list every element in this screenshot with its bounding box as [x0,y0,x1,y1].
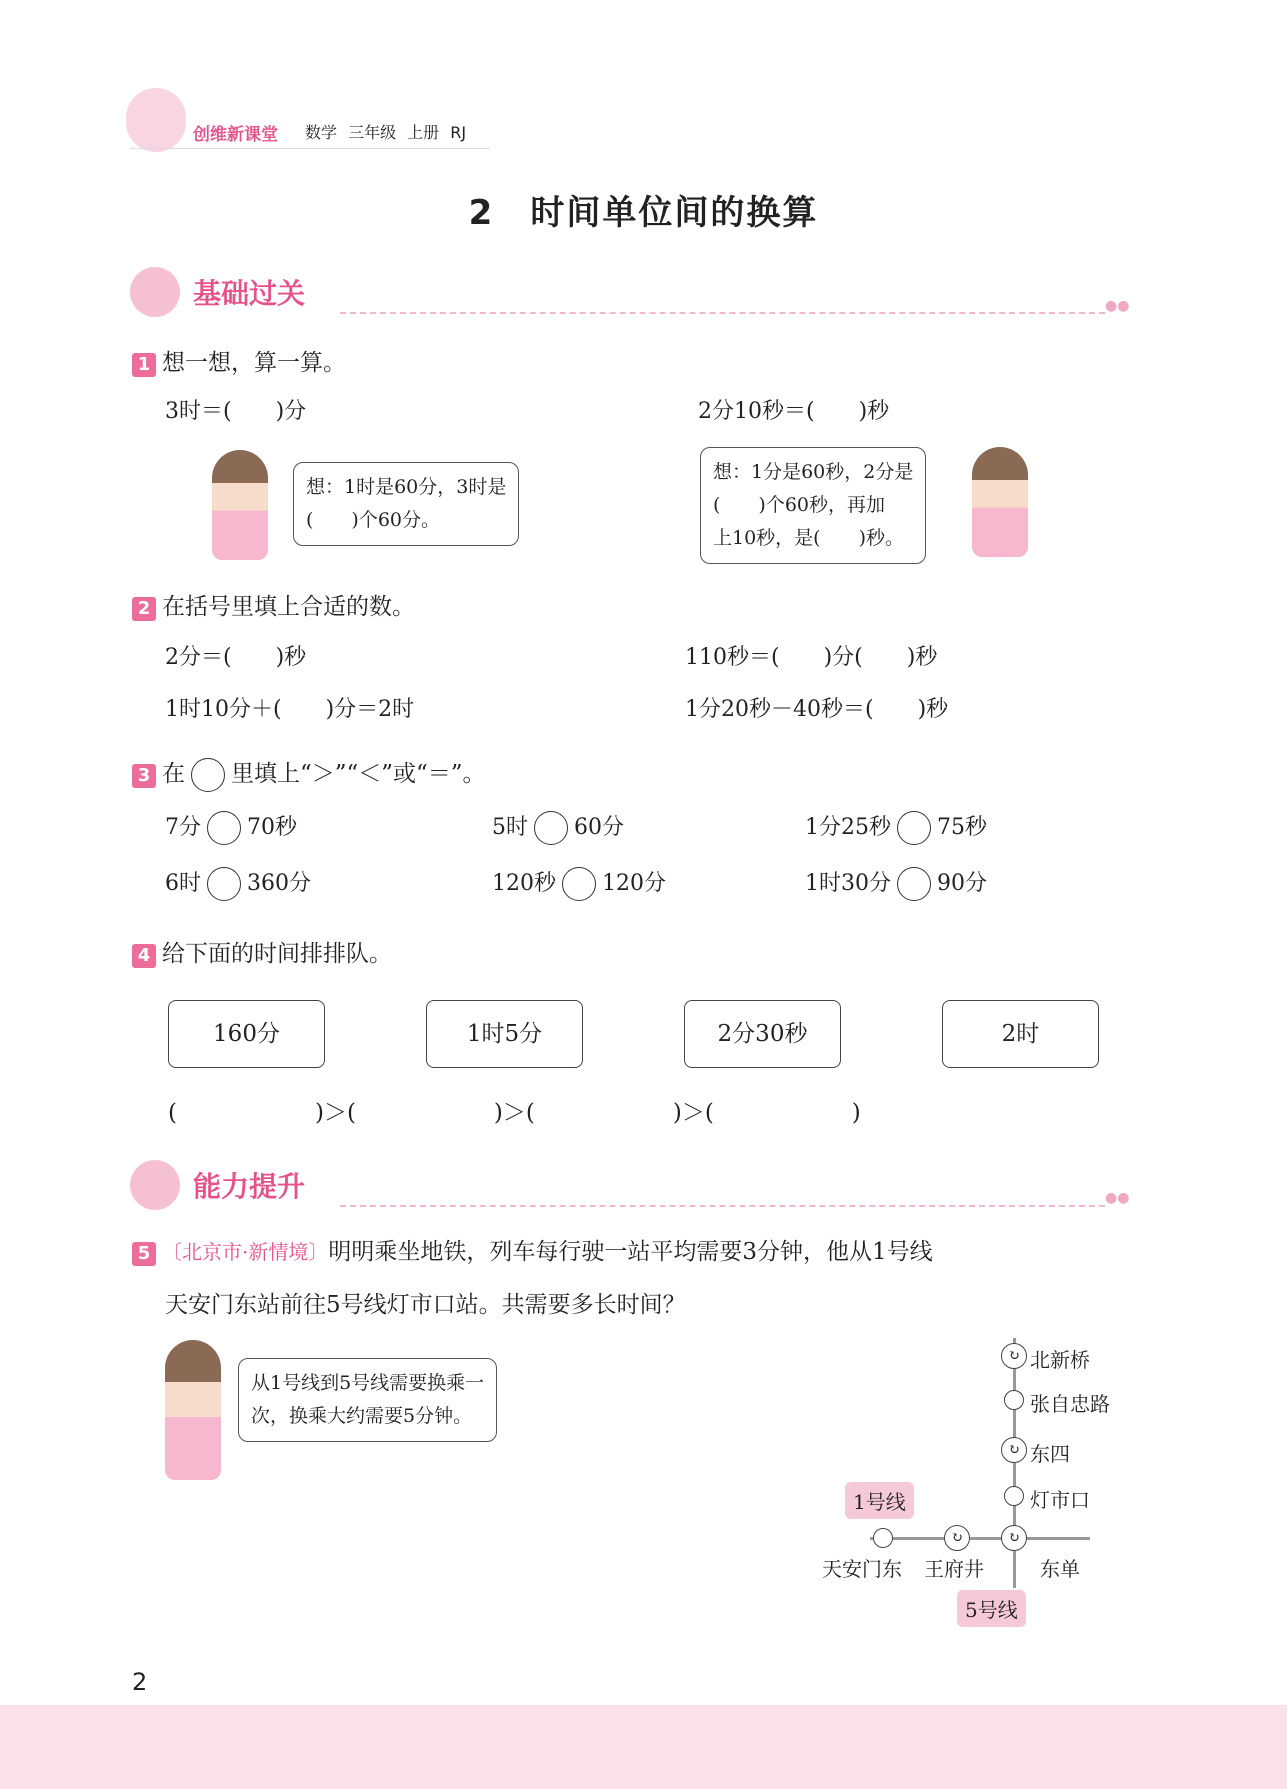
transfer-station-icon: ↻ [1001,1437,1027,1463]
left-value: 1时30分 [805,871,891,896]
question-5 [132,1233,933,1266]
time-card: 1时5分 [426,1000,583,1068]
compare-item [805,810,987,845]
compare-circle[interactable] [897,867,931,901]
question-text: 明明乘坐地铁，列车每行驶一站平均需要3分钟，他从1号线 [328,1239,933,1265]
footer-band [0,1705,1287,1789]
station-label: 天安门东 [822,1557,902,1581]
time-card: 2分30秒 [684,1000,841,1068]
dots-decoration: ●● [1105,298,1130,314]
question-text: 在括号里填上合适的数。 [162,594,415,620]
dots-decoration: ●● [1105,1190,1130,1206]
exercise: 2分＝( )秒 [165,645,307,670]
compare-item [805,866,987,901]
series-brand: 创维新课堂 [193,125,278,145]
left-value: 5时 [492,815,528,840]
question-text: 给下面的时间排排队。 [162,941,392,967]
section-heading-basic: 基础过关 [193,277,306,310]
section-icon [130,267,180,317]
exercise: 1时10分＋( )分＝2时 [165,697,415,722]
right-value: 90分 [937,871,987,896]
left-value: 7分 [165,815,201,840]
left-value: 1分25秒 [805,815,891,840]
right-value: 60分 [574,815,624,840]
station-label: 东单 [1040,1557,1080,1581]
compare-circle[interactable] [207,811,241,845]
right-value: 120分 [602,871,666,896]
line-1-track [870,1537,1090,1540]
compare-circle[interactable] [562,867,596,901]
station-label: 灯市口 [1030,1488,1090,1512]
compare-item [165,866,311,901]
section-icon [130,1160,180,1210]
question-3 [132,755,486,792]
question-number: 4 [132,944,156,968]
hint-bubble: 从1号线到5号线需要换乘一 次，换乘大约需要5分钟。 [238,1358,497,1442]
boy-illustration [212,450,268,560]
left-value: 120秒 [492,871,556,896]
compare-item [492,866,666,901]
exercise: 110秒＝( )分( )秒 [685,645,938,670]
right-value: 360分 [247,871,311,896]
section-divider [340,1205,1105,1207]
section-heading-advanced: 能力提升 [193,1170,306,1203]
order-answer: ( )＞( )＞( )＞( ) [168,1100,861,1126]
time-card: 2时 [942,1000,1099,1068]
header-divider [130,148,490,149]
boy-illustration [972,447,1028,557]
page-number: 2 [132,1668,148,1696]
question-number: 3 [132,764,156,788]
line-1-tag: 1号线 [845,1482,914,1519]
exercise: 3时＝( )分 [165,399,307,424]
question-number: 2 [132,597,156,621]
exercise: 2分10秒＝( )秒 [698,399,890,424]
circle-blank [191,758,225,792]
boy-illustration [165,1340,221,1480]
transfer-station-icon: ↻ [944,1525,970,1551]
transfer-station-icon: ↻ [1001,1343,1027,1369]
station-icon [1004,1390,1024,1410]
station-label: 北新桥 [1030,1348,1090,1372]
question-text: 天安门东站前往5号线灯市口站。共需要多长时间？ [165,1292,686,1318]
question-1 [132,344,346,377]
question-text: 在 [162,761,185,787]
question-number: 1 [132,353,156,377]
section-divider [340,312,1105,314]
hint-bubble: 想：1时是60分，3时是 ( )个60分。 [293,462,519,546]
station-label: 东四 [1030,1442,1070,1466]
compare-circle[interactable] [534,811,568,845]
right-value: 75秒 [937,815,987,840]
exercise: 1分20秒－40秒＝( )秒 [685,697,949,722]
left-value: 6时 [165,871,201,896]
hint-bubble: 想：1分是60秒，2分是 ( )个60秒，再加 上10秒，是( )秒。 [700,447,926,564]
book-info: 数学 三年级 上册 RJ [305,123,467,142]
question-4 [132,935,392,968]
page-title: 2 时间单位间的换算 [468,193,819,233]
transfer-station-icon: ↻ [1001,1525,1027,1551]
question-number: 5 [132,1242,156,1266]
compare-circle[interactable] [207,867,241,901]
station-label: 张自忠路 [1030,1392,1110,1416]
compare-circle[interactable] [897,811,931,845]
compare-item [492,810,624,845]
question-text: 里填上“＞”“＜”或“＝”。 [231,761,486,787]
compare-item [165,810,297,845]
right-value: 70秒 [247,815,297,840]
station-label: 王府井 [924,1557,984,1581]
station-icon [1004,1486,1024,1506]
question-2 [132,588,415,621]
line-5-tag: 5号线 [957,1590,1026,1627]
station-icon [873,1528,893,1548]
header-mascot-image [126,88,186,152]
context-tag: 〔北京市·新情境〕 [162,1240,329,1264]
question-text: 想一想，算一算。 [162,350,346,376]
time-card: 160分 [168,1000,325,1068]
